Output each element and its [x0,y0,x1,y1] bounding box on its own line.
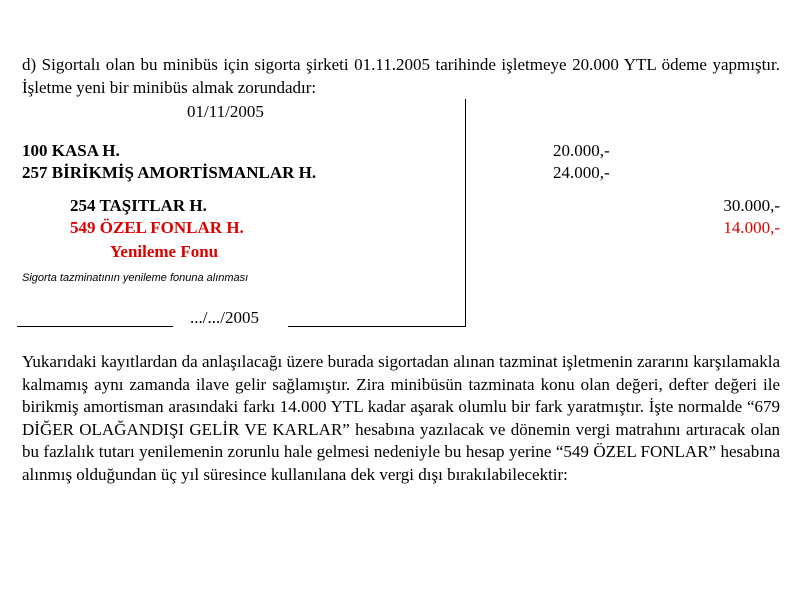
journal-date: 01/11/2005 [187,102,264,121]
closing-rule-right [288,326,466,327]
debit-account-kasa: 100 KASA H. [22,141,120,160]
journal-divider [465,99,466,326]
credit-amount-ozel-fonlar: 14.000,- [723,218,780,237]
sub-account-yenileme-fonu: Yenileme Fonu [110,242,219,261]
closing-paragraph: Yukarıdaki kayıtlardan da anlaşılacağı üzere burada sigortadan alınan tazminat işletmenin zararını karşılamakla kalmamış aynı zamanda ilave gelir sağlamıştır. Zira minibüsün tazminata konu olan değeri, defter değeri ile birikmiş amortisman arasındaki farkı 14.000 YTL kadar aşarak olumlu bir fark yaratmıştır. İşte normalde “679 DİĞER OLAĞANDIŞI GELİR VE KARLAR” hesabına yazılacak ve dönemin vergi matrahını artıracak olan bu fazlalık tutarı yenilemenin zorunlu hale gelmesi nedeniyle bu hesap yerine “549 ÖZEL FONLAR” hesabına alınmış olduğundan üç yıl süresince kullanılana dek vergi dışı bırakılabilecektir: [22,352,780,484]
journal-explanation: Sigorta tazminatının yenileme fonuna alınması [22,272,249,284]
debit-amount-kasa: 20.000,- [553,141,610,160]
debit-account-amortisman: 257 BİRİKMİŞ AMORTİSMANLAR H. [22,163,317,182]
credit-account-ozel-fonlar: 549 ÖZEL FONLAR H. [70,218,244,237]
intro-paragraph: d) Sigortalı olan bu minibüs için sigorta şirketi 01.11.2005 tarihinde işletmeye 20.000 YTL ödeme yapmıştır. İşletme yeni bir minibüs almak zorundadır: [22,55,780,97]
debit-amount-amortisman: 24.000,- [553,163,610,182]
credit-account-tasitlar: 254 TAŞITLAR H. [70,196,207,215]
closing-rule-left [17,326,173,327]
credit-amount-tasitlar: 30.000,- [723,196,780,215]
next-journal-date: .../.../2005 [190,308,259,327]
